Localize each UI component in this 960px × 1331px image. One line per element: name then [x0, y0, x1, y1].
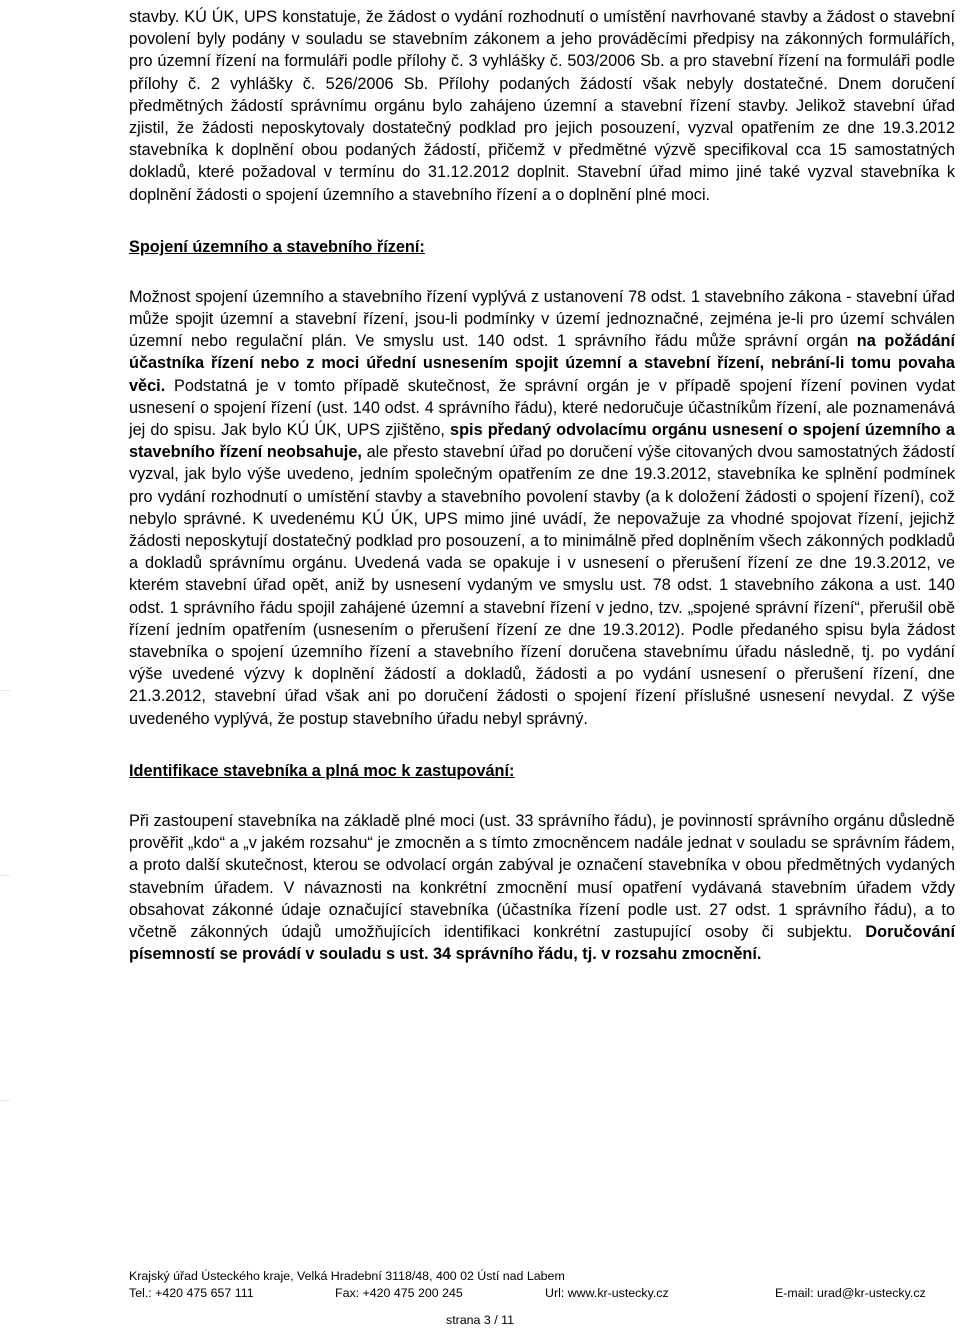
document-body: [129, 6, 955, 965]
bold-text: Doručování písemností se provádí v souladu s ust. 34 správního řádu, tj. v rozsahu zmocnění.: [129, 922, 955, 964]
paragraph-text: stavby. KÚ ÚK, UPS konstatuje, že žádost o vydání rozhodnutí o umístění navrhované stavby a žádost o stavební povolení byly podány v souladu se stavebním zákonem a jeho prováděcími předpisy na zákonných formulářích, pro územní řízení na formuláři podle přílohy č. 3 vyhlášky č. 503/2006 Sb. a pro stavební řízení na formuláři podle přílohy č. 2 vyhlášky č. 526/2006 Sb. Přílohy podaných žádostí však nebyly dostatečné. Dnem doručení předmětných žádostí správnímu orgánu bylo zahájeno územní a stavební řízení stavby. Jelikož stavební úřad zjistil, že žádosti neposkytovaly dostatečný podklad pro jejich posouzení, vyzval opatřením ze dne 19.3.2012 stavebníka k doplnění obou podaných žádostí, přičemž v předmětné výzvě specifikoval cca 15 samostatných dokladů, které požadoval v termínu do 31.12.2012 doplnit. Stavební úřad mimo jiné také vyzval stavebníka k doplnění žádosti o spojení územního a stavebního řízení a o doplnění plné moci.: [129, 8, 955, 204]
paragraph-spojeni: [129, 286, 955, 730]
paragraph-text: Podstatná je v tomto případě skutečnost, že správní orgán je v případě spojení řízení povinen vydat usnesení o spojení řízení (ust. 140 odst. 4 správního řádu), které nedoručuje účastníkům řízení, ale poznamenává jej do spisu. Jak bylo KÚ ÚK, UPS zjištěno,: [129, 376, 955, 440]
paragraph-text: Možnost spojení územního a stavebního řízení vyplývá z ustanovení 78 odst. 1 stavebního zákona - stavební úřad může spojit územní a stavební řízení, jsou-li podmínky v území jednoznačné, zejména je-li pro území schválen územní nebo regulační plán. Ve smyslu ust. 140 odst. 1 správního řádu může správní orgán: [129, 287, 955, 351]
section-heading-spojeni: Spojení územního a stavebního řízení:: [129, 237, 425, 256]
footer-address: Krajský úřad Ústeckého kraje, Velká Hradební 3118/48, 400 02 Ústí nad Labem: [129, 1269, 565, 1283]
section-heading-identifikace: Identifikace stavebníka a plná moc k zastupování:: [129, 761, 515, 780]
bold-text: spis předaný odvolacímu orgánu usnesení o spojení územního a stavebního řízení neobsahuje,: [129, 421, 955, 462]
margin-mark: [0, 875, 10, 876]
footer-url: Url: www.kr-ustecky.cz: [545, 1286, 669, 1300]
margin-mark: [0, 690, 10, 691]
paragraph-intro: [129, 6, 955, 206]
page-number: strana 3 / 11: [446, 1313, 514, 1327]
paragraph-identifikace: [129, 810, 955, 965]
margin-mark: [0, 1100, 10, 1101]
footer-contacts: [129, 1285, 935, 1302]
footer-email: E-mail: urad@kr-ustecky.cz: [775, 1286, 926, 1300]
footer-phone: Tel.: +420 475 657 111: [129, 1286, 254, 1300]
paragraph-text: Při zastoupení stavebníka na základě plné moci (ust. 33 správního řádu), je povinností správního orgánu důsledně prověřit „kdo“ a „v jakém rozsahu“ je zmocněn a s tímto zmocněncem nadále jednat v souladu se správním řádem, a proto další skutečnost, kterou se odvolací orgán zabýval je označení stavebníka v obou předmětných vydaných stavebním úřadem. V návaznosti na konkrétní zmocnění musí opatření vydávaná stavebním úřadem vždy obsahovat zákonné údaje označující stavebníka (účastníka řízení podle ust. 27 odst. 1 správního řádu), a to včetně zákonných údajů umožňujících identifikaci konkrétní zastupující osoby či subjektu.: [129, 811, 955, 941]
bold-text: na požádání účastníka řízení nebo z moci úřední usnesením spojit územní a stavební řízení, nebrání-li tomu povaha věci.: [129, 332, 955, 395]
footer-fax: Fax: +420 475 200 245: [335, 1286, 463, 1300]
paragraph-text: ale přesto stavební úřad po doručení výše citovaných dvou samostatných žádostí vyzval, jak bylo výše uvedeno, jedním společným opatřením ze dne 19.3.2012, stavebníka ke splnění podmínek pro vydání rozhodnutí o umístění stavby a stavebního povolení stavby (a k doložení žádosti o spojení řízení), což nebylo správné. K uvedenému KÚ ÚK, UPS mimo jiné uvádí, že nepovažuje za vhodné spojovat řízení, jejichž žádosti neposkytují dostatečný podklad pro posouzení, a to minimálně před doplněním všech zákonných podkladů a dokladů správnímu orgánu. Uvedená vada se opakuje i v usnesení o přerušení řízení ze dne 19.3.2012, ve kterém stavební úřad opět, aniž by usnesení vydaným ve smyslu ust. 78 odst. 1 stavebního zákona a ust. 140 odst. 1 správního řádu spojil zahájené územní a stavební řízení v jedno, tzv. „spojené správní řízení“, přerušil obě řízení jedním opatřením (usnesením o přerušení řízení ze dne 19.3.2012). Podle předaného spisu byla žádost stavebníka o spojení územního řízení a stavebního řízení doručena stavebnímu úřadu následně, tj. po vydání výše uvedené výzvy k doplnění žádostí a dokladů, žádosti a po vydání usnesení o přerušení řízení, dne 21.3.2012, stavební úřad však ani po doručení žádosti o spojení řízení příslušné usnesení nevydal. Z výše uvedeného vyplývá, že postup stavebního úřadu nebyl správný.: [129, 443, 956, 728]
page-footer: [129, 1268, 935, 1302]
